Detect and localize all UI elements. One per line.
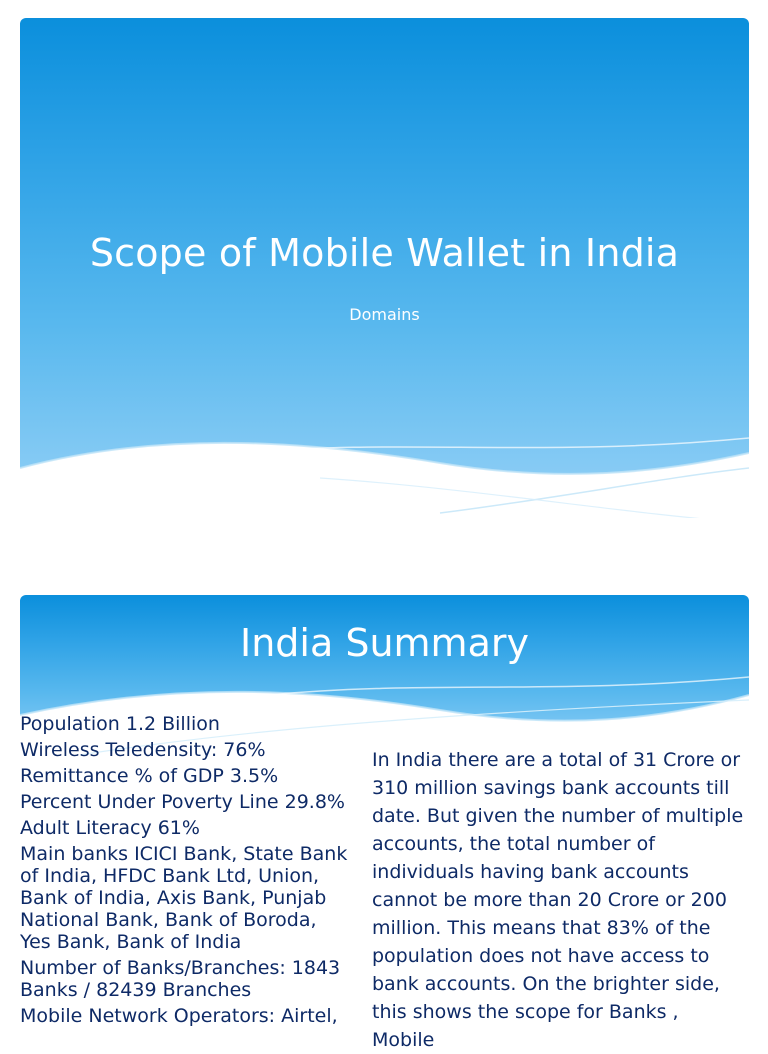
- summary-paragraph: In India there are a total of 31 Crore or 310 million savings bank accounts till date. But given the number of multiple accounts, the total number of individuals having bank accounts cannot be more than 20 Crore or 200 million. This means that 83% of the population does not have access to bank accounts. On the brighter side, this shows the scope for Banks , Mobile: [372, 749, 744, 1051]
- summary-facts-list: [20, 713, 350, 1031]
- list-item: Wireless Teledensity: 76%: [20, 739, 266, 761]
- title-slide: [20, 18, 749, 518]
- list-item: Adult Literacy 61%: [20, 817, 200, 839]
- slide-title: Scope of Mobile Wallet in India: [89, 231, 680, 275]
- list-item: Main banks ICICI Bank, State Bank of India, HFDC Bank Ltd, Union, Bank of India, Axis Bank, Punjab National Bank, Bank of Boroda, Yes Bank, Bank of India: [20, 843, 348, 953]
- list-item: Percent Under Poverty Line 29.8%: [20, 791, 345, 813]
- slide-title: India Summary: [240, 621, 529, 665]
- list-item: Mobile Network Operators: Airtel,: [20, 1005, 338, 1027]
- list-item: Number of Banks/Branches: 1843 Banks / 82439 Branches: [20, 957, 341, 1001]
- slide-subtitle: Domains: [349, 305, 420, 324]
- list-item: Population 1.2 Billion: [20, 713, 220, 735]
- wave-decoration: [20, 418, 749, 518]
- list-item: Remittance % of GDP 3.5%: [20, 765, 279, 787]
